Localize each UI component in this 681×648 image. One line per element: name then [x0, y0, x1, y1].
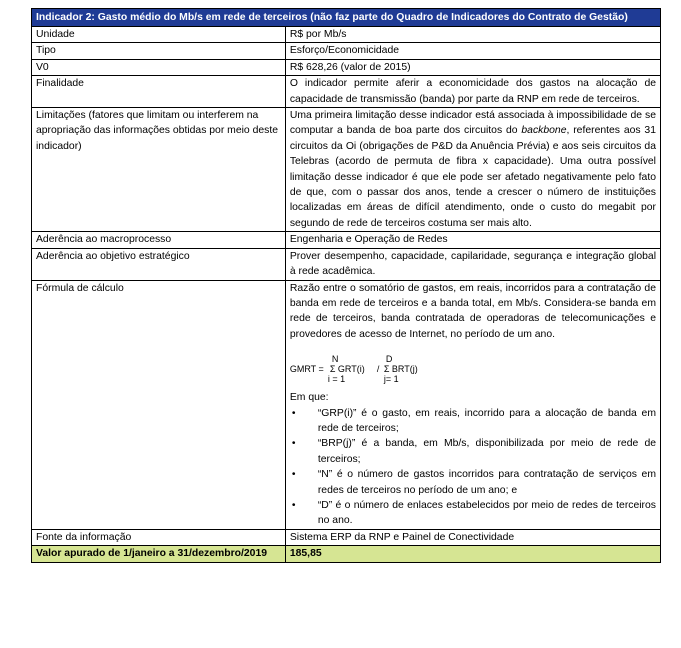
indicator-table-container — [31, 8, 661, 563]
label-unidade: Unidade — [32, 27, 286, 43]
value-valor-apurado: 185,85 — [285, 546, 660, 563]
bullet-text-grp: “GRP(i)” é o gasto, em reais, incorrido para a alocação de banda em rede de terceiros; — [317, 407, 656, 434]
value-objetivo: Prover desempenho, capacidade, capilaridade, segurança e integração global à rede acadêmica. — [285, 248, 660, 280]
list-item — [290, 498, 656, 529]
value-v0: R$ 628,26 (valor de 2015) — [285, 59, 660, 75]
bullet-icon: • — [291, 407, 296, 419]
value-tipo: Esforço/Economicidade — [285, 43, 660, 59]
value-formula — [285, 280, 660, 529]
label-limitacoes: Limitações (fatores que limitam ou interferem na apropriação das informações obtidas por meio deste indicador) — [32, 108, 286, 232]
label-macroprocesso: Aderência ao macroprocesso — [32, 232, 286, 248]
bullet-text-n: “N” é o número de gastos incorridos para contratação de serviços em redes de terceiros no período de um ano; e — [317, 469, 656, 496]
list-item — [290, 436, 656, 467]
formula-sum-grt: Σ GRT(i) — [329, 364, 365, 375]
limitacoes-text-2: , referentes aos 31 circuitos da Oi (obrigações de P&D da Anuência Prévia) e aos seis circuitos da Telebras (acordo de permuta de fibra x capacidade). Uma outra possível limitação desse indicador é que ele pode ser afetado negativamente pelo fato de que, com o passar dos anos, tende a crescer o número de instituições localizadas em áreas de difícil atendimento, onde o custo do megabit por segundo de rede de terceiros costuma ser mais alto. — [289, 125, 656, 229]
formula-i1: i = 1 — [327, 374, 346, 385]
list-item — [290, 467, 656, 498]
row-limitacoes — [32, 108, 661, 232]
bullet-icon: • — [291, 438, 296, 450]
indicator-table — [31, 8, 661, 563]
table-title: Indicador 2: Gasto médio do Mb/s em rede de terceiros (não faz parte do Quadro de Indicadores do Contrato de Gestão) — [32, 9, 661, 27]
formula-bullet-list — [290, 406, 656, 529]
row-fonte — [32, 529, 661, 545]
value-limitacoes — [285, 108, 660, 232]
formula-slash: / — [376, 364, 380, 375]
value-macroprocesso: Engenharia e Operação de Redes — [285, 232, 660, 248]
table-header-row — [32, 9, 661, 27]
bullet-icon: • — [291, 499, 296, 511]
label-formula: Fórmula de cálculo — [32, 280, 286, 529]
formula-sum-brt: Σ BRT(j) — [383, 364, 418, 375]
row-macroprocesso — [32, 232, 661, 248]
row-formula — [32, 280, 661, 529]
formula-em-que: Em que: — [289, 392, 329, 404]
label-v0: V0 — [32, 59, 286, 75]
label-valor-apurado: Valor apurado de 1/janeiro a 31/dezembro/2019 — [32, 546, 286, 563]
limitacoes-text-1: Uma primeira limitação desse indicador está associada à impossibilidade de se computar a banda de boa parte dos circuitos do — [289, 110, 656, 137]
list-item — [290, 406, 656, 437]
formula-equation — [290, 354, 656, 384]
label-objetivo: Aderência ao objetivo estratégico — [32, 248, 286, 280]
value-fonte: Sistema ERP da RNP e Painel de Conectividade — [285, 529, 660, 545]
formula-d: D — [385, 354, 393, 365]
limitacoes-text-backbone: backbone — [521, 125, 567, 137]
bullet-icon: • — [291, 469, 296, 481]
row-finalidade — [32, 76, 661, 108]
row-valor-apurado — [32, 546, 661, 563]
formula-j1: j= 1 — [383, 374, 399, 385]
formula-lhs: GMRT = — [289, 364, 324, 375]
bullet-text-d: “D” é o número de enlaces estabelecidos por meio de redes de terceiros no ano. — [317, 499, 656, 527]
value-unidade: R$ por Mb/s — [285, 27, 660, 43]
value-finalidade: O indicador permite aferir a economicidade dos gastos na alocação de capacidade de transmissão (banda) por parte da RNP em rede de terceiros. — [285, 76, 660, 108]
row-unidade — [32, 27, 661, 43]
formula-intro: Razão entre o somatório de gastos, em reais, incorridos para a contratação de banda em rede de terceiros e a banda total, em Mb/s. Considera-se banda em rede de terceiros, banda contratada de operadoras de telecomunicações e provedores de acesso de Internet, no período de um ano. — [289, 282, 656, 340]
label-fonte: Fonte da informação — [32, 529, 286, 545]
label-tipo: Tipo — [32, 43, 286, 59]
row-objetivo — [32, 248, 661, 280]
label-finalidade: Finalidade — [32, 76, 286, 108]
row-v0 — [32, 59, 661, 75]
row-tipo — [32, 43, 661, 59]
formula-n: N — [331, 354, 339, 365]
bullet-text-brp: “BRP(j)” é a banda, em Mb/s, disponibilizada por meio de rede de terceiros; — [317, 438, 656, 465]
